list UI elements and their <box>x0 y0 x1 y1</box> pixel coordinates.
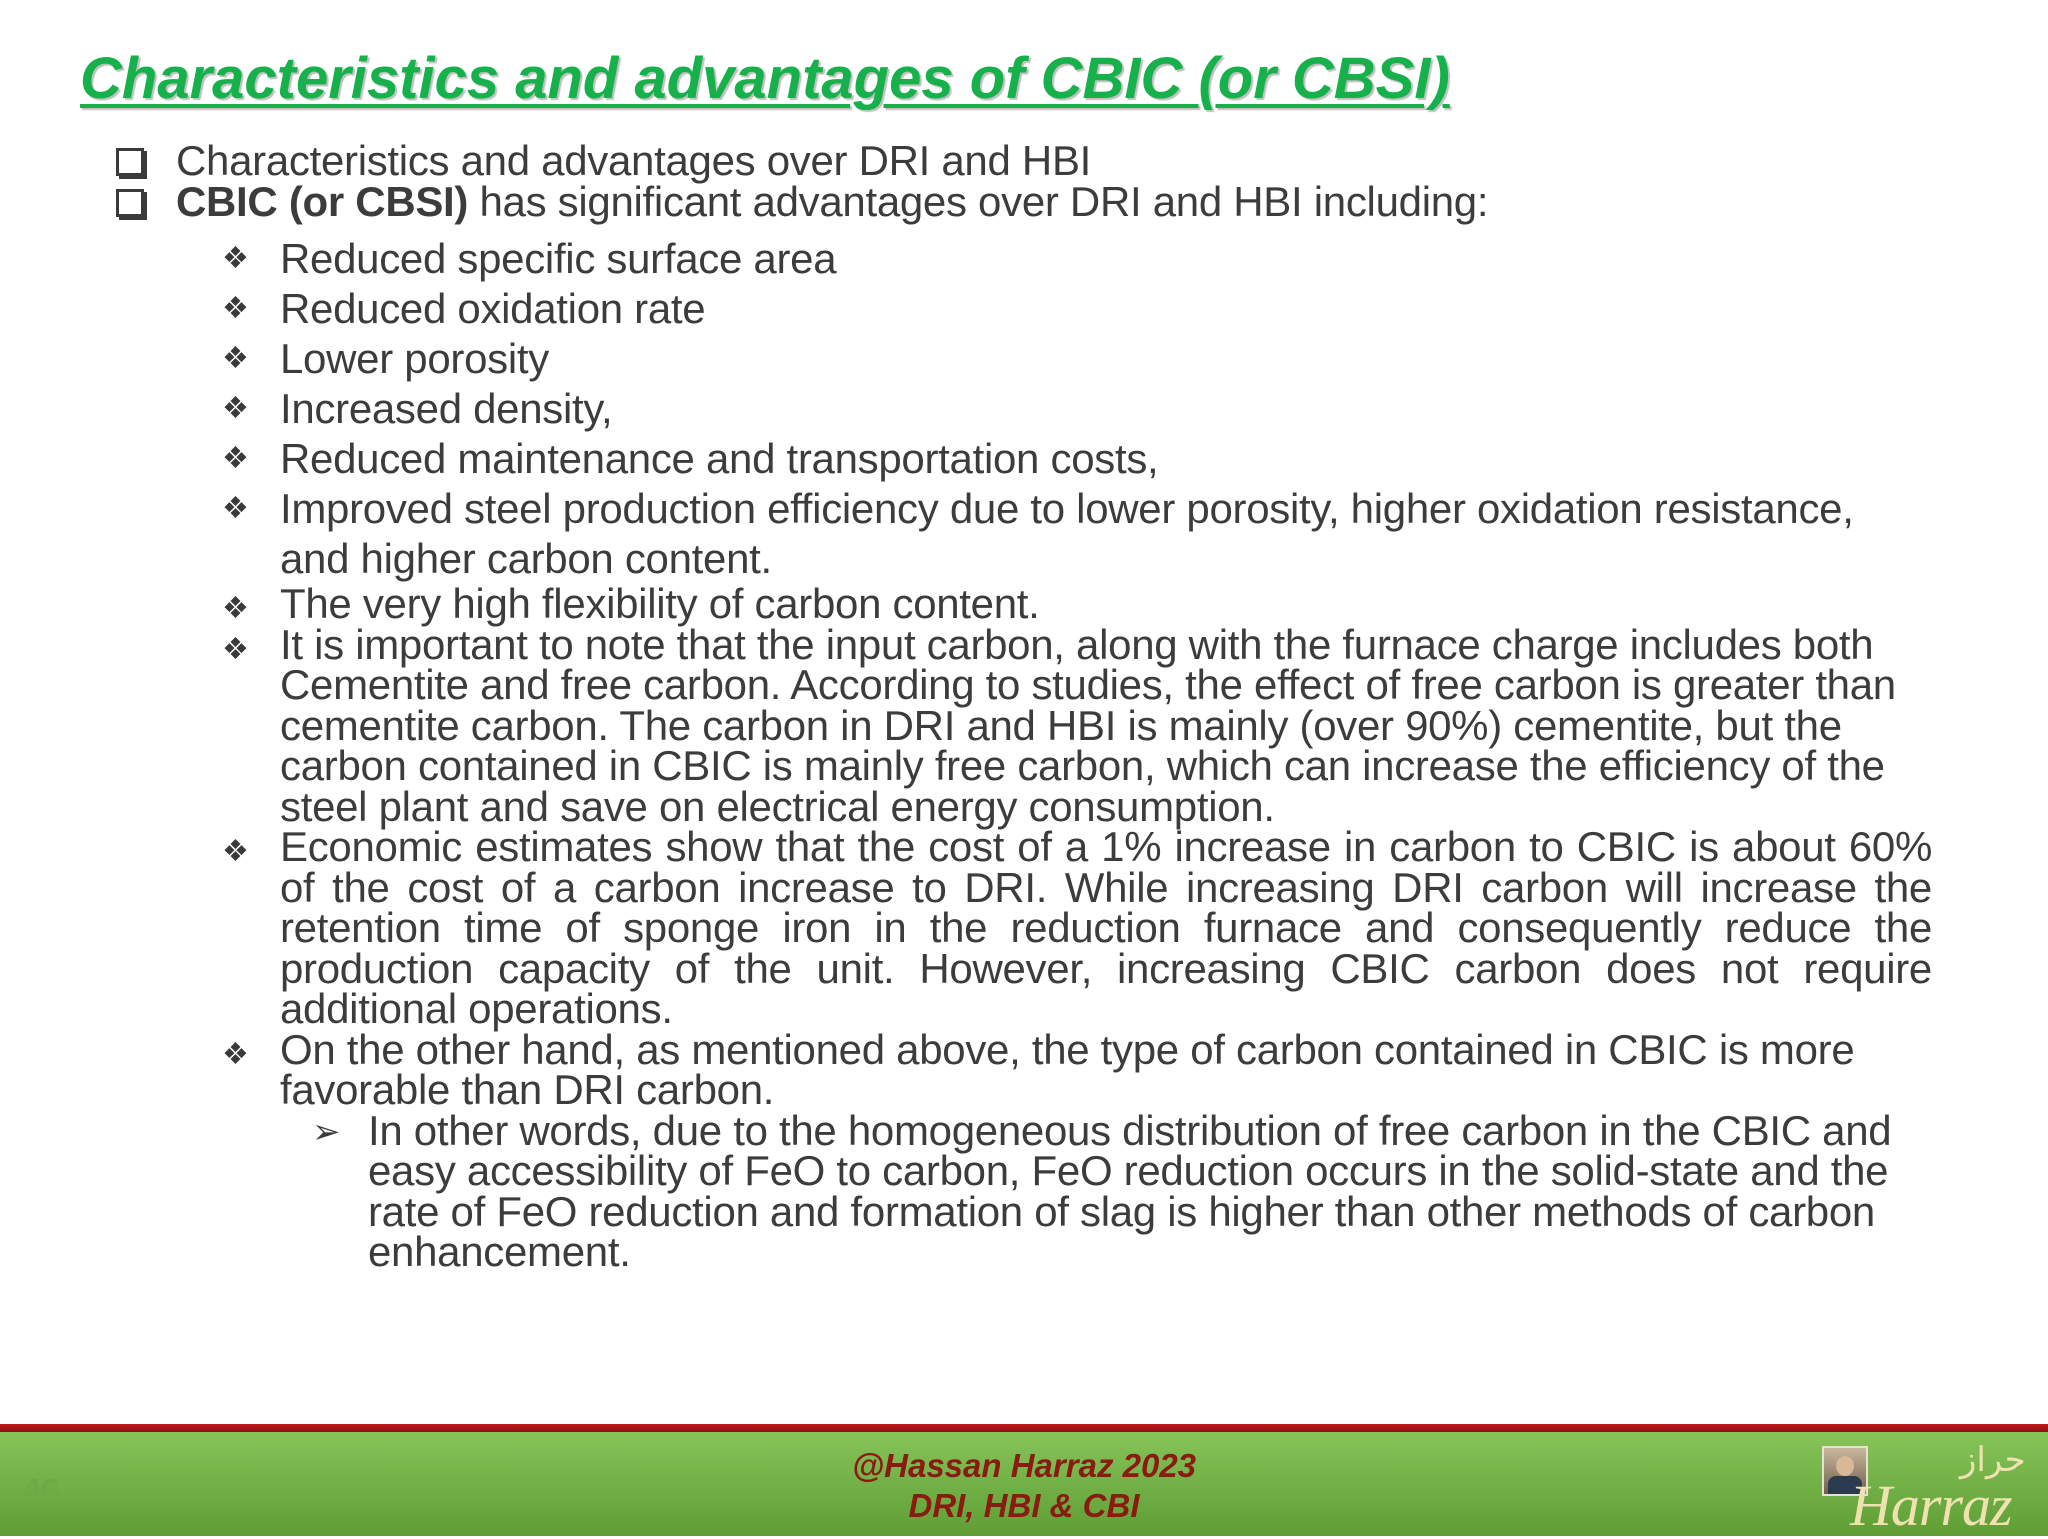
bullet-text: In other words, due to the homogeneous distribution of free carbon in the CBIC and easy accessibility of FeO to carbon, FeO reduction occurs in the solid-state and the rate of FeO reduction and formation of slag is higher than other methods of carbon enhancement. <box>368 1106 1892 1275</box>
bullet-text: Improved steel production efficiency due to lower porosity, higher oxidation resistance, and higher carbon content. <box>280 485 1854 582</box>
bullet-text: Reduced oxidation rate <box>280 285 706 332</box>
bullet-text: Reduced maintenance and transportation costs, <box>280 435 1159 482</box>
bullet-text: has significant advantages over DRI and HBI including: <box>468 178 1489 225</box>
bullet-level2: ❖ Increased density, <box>222 385 613 432</box>
logo-script: حراز <box>1960 1440 2026 1480</box>
bullet-level1 <box>112 178 1932 225</box>
page-number: 46 <box>22 1472 60 1510</box>
footer-divider <box>0 1424 2048 1432</box>
slide-body <box>112 137 1932 1275</box>
bullet-level2: ❖ Reduced specific surface area <box>222 235 837 282</box>
footer-subtitle: DRI, HBI & CBI <box>908 1487 1140 1524</box>
bullet-level2: ❖ Reduced oxidation rate <box>222 285 706 332</box>
logo-text: Harraz <box>1850 1473 2012 1538</box>
bullet-text: It is important to note that the input carbon, along with the furnace charge includes both Cementite and free carbon. According to studies, the effect of free carbon is greater than cementite carbon. The carbon in DRI and HBI is mainly (over 90%) cementite, but the carbon contained in CBIC is mainly free carbon, which can increase the efficiency of the steel plant and save on electrical energy consumption. <box>280 620 1896 830</box>
bullet-text: Characteristics and advantages over DRI and HBI <box>176 137 1092 184</box>
bullet-text: Increased density, <box>280 385 613 432</box>
bullet-text: Economic estimates show that the cost of a 1% increase in carbon to CBIC is about 60% of the cost of a carbon increase to DRI. While increasing DRI carbon will increase the retention time of sponge iron in the reduction furnace and consequently reduce the production capacity of the unit. However, increasing CBIC carbon does not require additional operations. <box>280 823 1932 1032</box>
footer-credit: @Hassan Harraz 2023 <box>851 1447 1197 1484</box>
footer-band <box>0 1432 2048 1536</box>
footer <box>0 1424 2048 1536</box>
bullet-bold-text: CBIC (or CBSI) <box>176 178 469 225</box>
bullet-level2: ❖ Economic estimates show that the cost of a 1% increase in carbon to CBIC is about 60% of the cost of a carbon increase to DRI. While increasing DRI carbon will increase the retention time of sponge iron in the reduction furnace and consequently reduce the production capacity of the unit. However, increasing CBIC carbon does not require additional operations. <box>222 823 1932 1032</box>
bullet-text: The very high flexibility of carbon content. <box>280 580 1040 627</box>
bullet-level2: ❖ Improved steel production efficiency due to lower porosity, higher oxidation resistance, and higher carbon content. <box>222 485 1854 582</box>
bullet-text: On the other hand, as mentioned above, the type of carbon contained in CBIC is more favorable than DRI carbon. <box>280 1025 1855 1113</box>
bullet-text: Lower porosity <box>280 335 549 382</box>
bullet-level2: ❖ On the other hand, as mentioned above, the type of carbon contained in CBIC is more favorable than DRI carbon. <box>222 1025 1855 1113</box>
slide-title: Characteristics and advantages of CBIC (or CBSI) <box>80 46 1450 111</box>
bullet-level2: ❖ Reduced maintenance and transportation costs, <box>222 435 1159 482</box>
bullet-level1 <box>112 137 1932 184</box>
bullet-level2: ❖ The very high flexibility of carbon content. <box>222 580 1040 627</box>
bullet-level2: ❖ Lower porosity <box>222 335 549 382</box>
bullet-level3: ➢ In other words, due to the homogeneous distribution of free carbon in the CBIC and easy accessibility of FeO to carbon, FeO reduction occurs in the solid-state and the rate of FeO reduction and formation of slag is higher than other methods of carbon enhancement. <box>312 1106 1892 1275</box>
bullet-level2: ❖ It is important to note that the input carbon, along with the furnace charge includes both Cementite and free carbon. According to studies, the effect of free carbon is greater than cementite carbon. The carbon in DRI and HBI is mainly (over 90%) cementite, but the carbon contained in CBIC is mainly free carbon, which can increase the efficiency of the steel plant and save on electrical energy consumption. <box>222 620 1896 830</box>
bullet-text: Reduced specific surface area <box>280 235 837 282</box>
